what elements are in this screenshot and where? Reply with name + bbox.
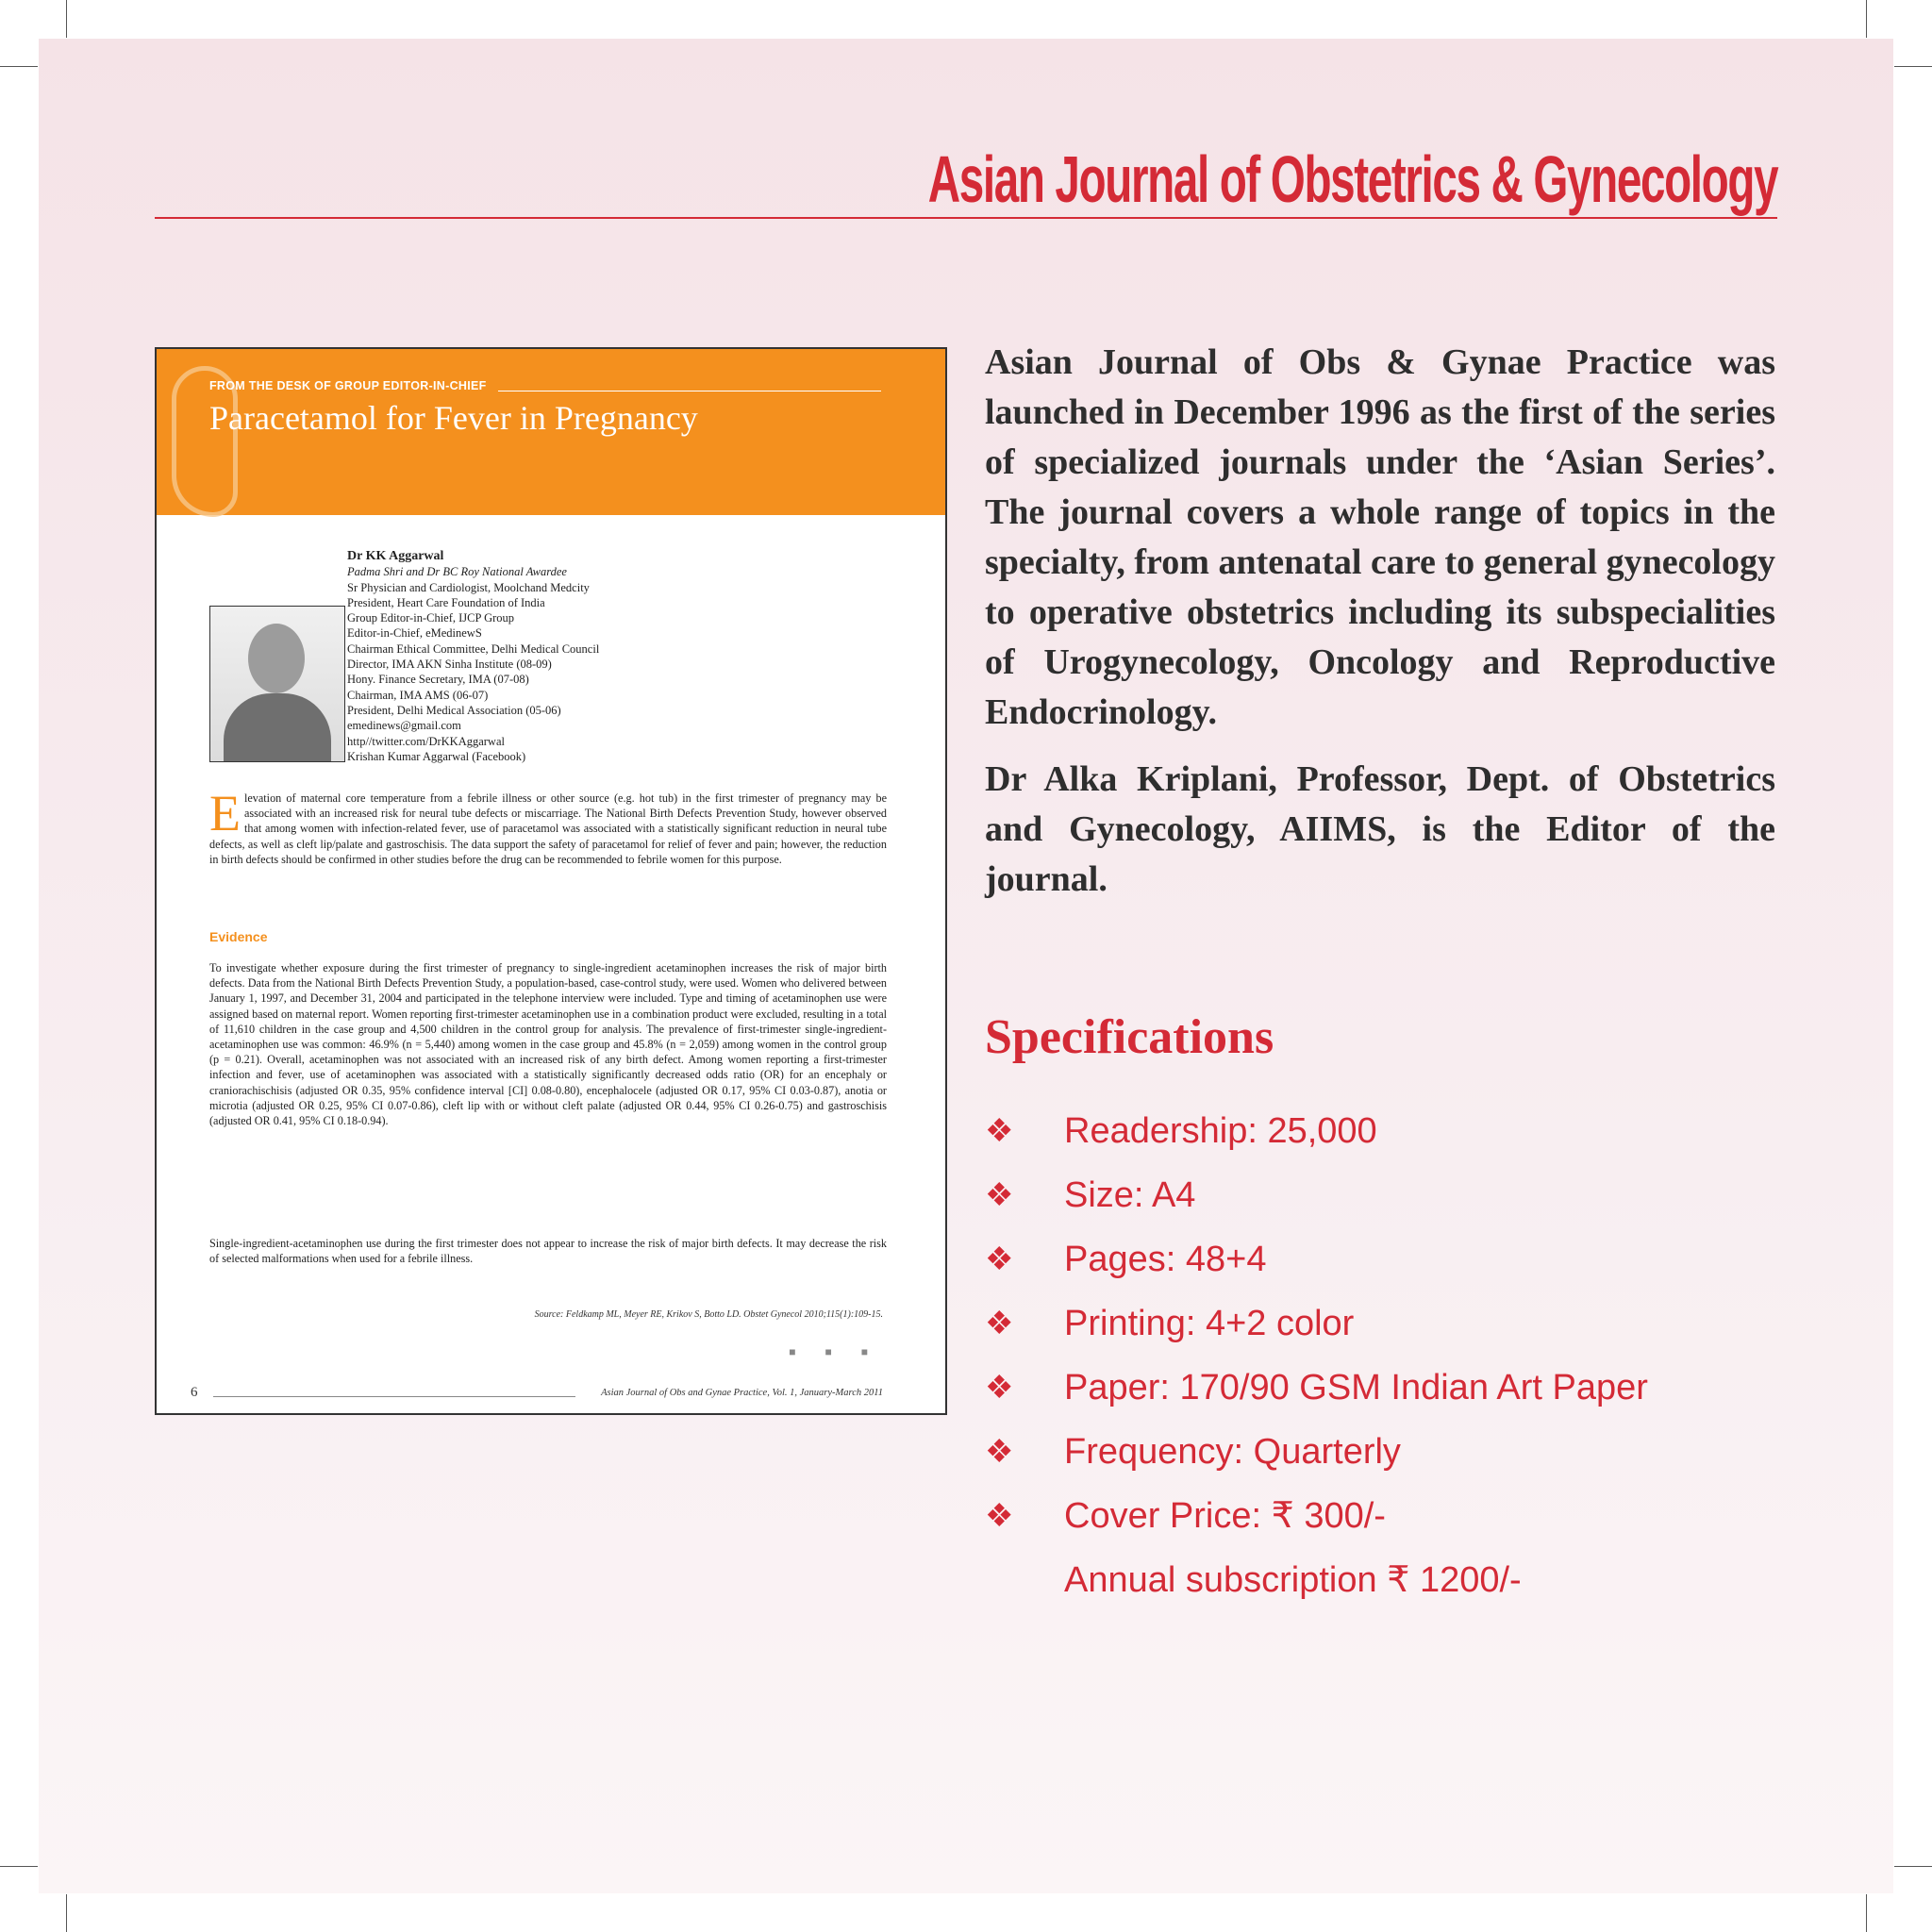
editor-paragraph: Dr Alka Kriplani, Professor, Dept. of Obstetrics and Gynecology, AIIMS, is the Editor of the journal. [985, 759, 1775, 899]
spec-item [985, 1166, 1775, 1230]
spec-text: Cover Price: ₹ 300/- [1064, 1496, 1386, 1536]
crop-mark [1894, 1866, 1932, 1867]
bio-line: Editor-in-Chief, eMedinewS [347, 626, 482, 641]
bio-twitter: http//twitter.com/DrKKAggarwal [347, 734, 505, 748]
conclusion-paragraph: Single-ingredient-acetaminophen use during the first trimester does not appear to increase the risk of major birth defects. It may decrease the risk of selected malformations when used for a febrile illness. [209, 1237, 887, 1266]
end-marks: ■ ■ ■ [789, 1345, 881, 1358]
article-banner [157, 349, 945, 515]
journal-description [985, 338, 1775, 922]
article-thumbnail [155, 347, 947, 1415]
bio-line: Hony. Finance Secretary, IMA (07-08) [347, 673, 529, 687]
drop-cap: E [209, 785, 241, 841]
bio-line: Sr Physician and Cardiologist, Moolchand Medcity [347, 580, 590, 594]
crop-mark [66, 1894, 67, 1932]
bio-line: Chairman Ethical Committee, Delhi Medical Council [347, 641, 600, 656]
crop-mark [1866, 1894, 1867, 1932]
bio-line: Chairman, IMA AMS (06-07) [347, 688, 489, 702]
page-number: 6 [191, 1385, 198, 1400]
author-photo [209, 606, 345, 762]
spec-item [985, 1487, 1775, 1551]
spec-text: Printing: 4+2 color [1064, 1304, 1355, 1343]
author-honor: Padma Shri and Dr BC Roy National Awardee [347, 565, 567, 579]
specifications-heading: Specifications [985, 1010, 1274, 1064]
evidence-paragraph: To investigate whether exposure during the first trimester of pregnancy to single-ingredient acetaminophen increases the risk of major birth defects. Data from the National Birth Defects Prevention Study, a population-based, case-control study, were used. Women who delivered between January 1, 1997, and December 31, 2004 and participated in the telephone interview were included. Type and timing of acetaminophen use were assigned based on maternal report. Women reporting first-trimester acetaminophen use in a combination product were excluded, resulting in a total of 11,610 children in the case group and 4,500 children in the control group for analysis. The prevalence of first-trimester single-ingredient-acetaminophen use was common: 46.9% (n = 5,440) among women in the case group and 45.8% (n = 2,059) among women in the control group (p = 0.21). Overall, acetaminophen was not associated with an increased risk of any birth defect. Among women reporting a first-trimester infection and fever, use of acetaminophen was associated with a statistically significantly decreased odds ratio (OR) for an encephaly or craniorachischisis (adjusted OR 0.35, 95% confidence interval [CI] 0.08-0.80), encephalocele (adjusted OR 0.17, 95% CI 0.03-0.87), anotia or microtia (adjusted OR 0.25, 95% CI 0.07-0.86), cleft lip with or without cleft palate (adjusted OR 0.44, 95% CI 0.26-0.75) and gastroschisis (adjusted OR 0.41, 95% CI 0.18-0.94). [209, 961, 887, 1128]
bio-line: Director, IMA AKN Sinha Institute (08-09) [347, 658, 552, 672]
bio-email: emedinews@gmail.com [347, 719, 461, 733]
footer-rule [213, 1396, 575, 1397]
bio-line: Group Editor-in-Chief, IJCP Group [347, 611, 515, 625]
spec-item [985, 1358, 1775, 1423]
diamond-bullet-icon: ❖ [985, 1113, 1014, 1149]
spec-text: Paper: 170/90 GSM Indian Art Paper [1064, 1368, 1648, 1407]
diamond-bullet-icon: ❖ [985, 1241, 1014, 1277]
bio-line: President, Heart Care Foundation of India [347, 595, 545, 609]
bio-facebook: Krishan Kumar Aggarwal (Facebook) [347, 749, 526, 763]
journal-footer: Asian Journal of Obs and Gynae Practice, Vol. 1, January-March 2011 [601, 1388, 883, 1398]
author-photo-head [248, 624, 305, 693]
author-name: Dr KK Aggarwal [347, 549, 444, 563]
diamond-bullet-icon: ❖ [985, 1370, 1014, 1406]
article-source: Source: Feldkamp ML, Meyer RE, Krikov S, Botto LD. Obstet Gynecol 2010;115(1):109-15. [534, 1309, 883, 1320]
crop-mark [1894, 66, 1932, 67]
article-kicker: FROM THE DESK OF GROUP EDITOR-IN-CHIEF [209, 379, 487, 392]
crop-mark [0, 66, 38, 67]
spec-item [985, 1294, 1775, 1358]
evidence-heading: Evidence [209, 929, 268, 944]
crop-mark [1866, 0, 1867, 38]
bio-line: President, Delhi Medical Association (05-06) [347, 703, 561, 717]
spec-text: Size: A4 [1064, 1175, 1196, 1215]
diamond-bullet-icon: ❖ [985, 1306, 1014, 1341]
spec-text: Readership: 25,000 [1064, 1111, 1377, 1151]
crop-mark [66, 0, 67, 38]
journal-title: Asian Journal of Obstetrics & Gynecology [927, 142, 1777, 216]
diamond-bullet-icon: ❖ [985, 1177, 1014, 1213]
spec-item-continuation [985, 1551, 1775, 1606]
article-title: Paracetamol for Fever in Pregnancy [209, 399, 698, 437]
diamond-bullet-icon: ❖ [985, 1498, 1014, 1534]
spec-text: Pages: 48+4 [1064, 1240, 1267, 1279]
spec-item [985, 1423, 1775, 1487]
author-bio [347, 549, 599, 764]
intro-paragraph: Asian Journal of Obs & Gynae Practice was launched in December 1996 as the first of the series of specialized journals under the ‘Asian Series’. The journal covers a whole range of topics in the specialty, from antenatal care to general gynecology to operative obstetrics including its subspecialities of Urogynecology, Oncology and Reproductive Endocrinology. [985, 342, 1775, 732]
spec-item [985, 1230, 1775, 1294]
spec-text: Annual subscription ₹ 1200/- [1064, 1560, 1522, 1600]
spec-text: Frequency: Quarterly [1064, 1432, 1401, 1472]
crop-mark [0, 1866, 38, 1867]
specifications-list [985, 1102, 1775, 1606]
author-photo-body [224, 693, 331, 761]
article-paragraph [209, 785, 887, 867]
spec-item [985, 1102, 1775, 1166]
header-rule [155, 217, 1777, 219]
paragraph-text: levation of maternal core temperature from a febrile illness or other source (e.g. hot tub) in the first trimester of pregnancy may be associated with an increased risk for neural tube defects or miscarriage. The National Birth Defects Prevention Study, however observed that among women with infection-related fever, use of paracetamol was associated with a statistically significant reduction in neural tube defects, as well as cleft lip/palate and gastroschisis. The data support the safety of paracetamol for relief of fever and pain; however, the reduction in birth defects should be confirmed in other studies before the drug can be recommended to febrile women for this purpose. [209, 791, 887, 866]
diamond-bullet-icon: ❖ [985, 1434, 1014, 1470]
